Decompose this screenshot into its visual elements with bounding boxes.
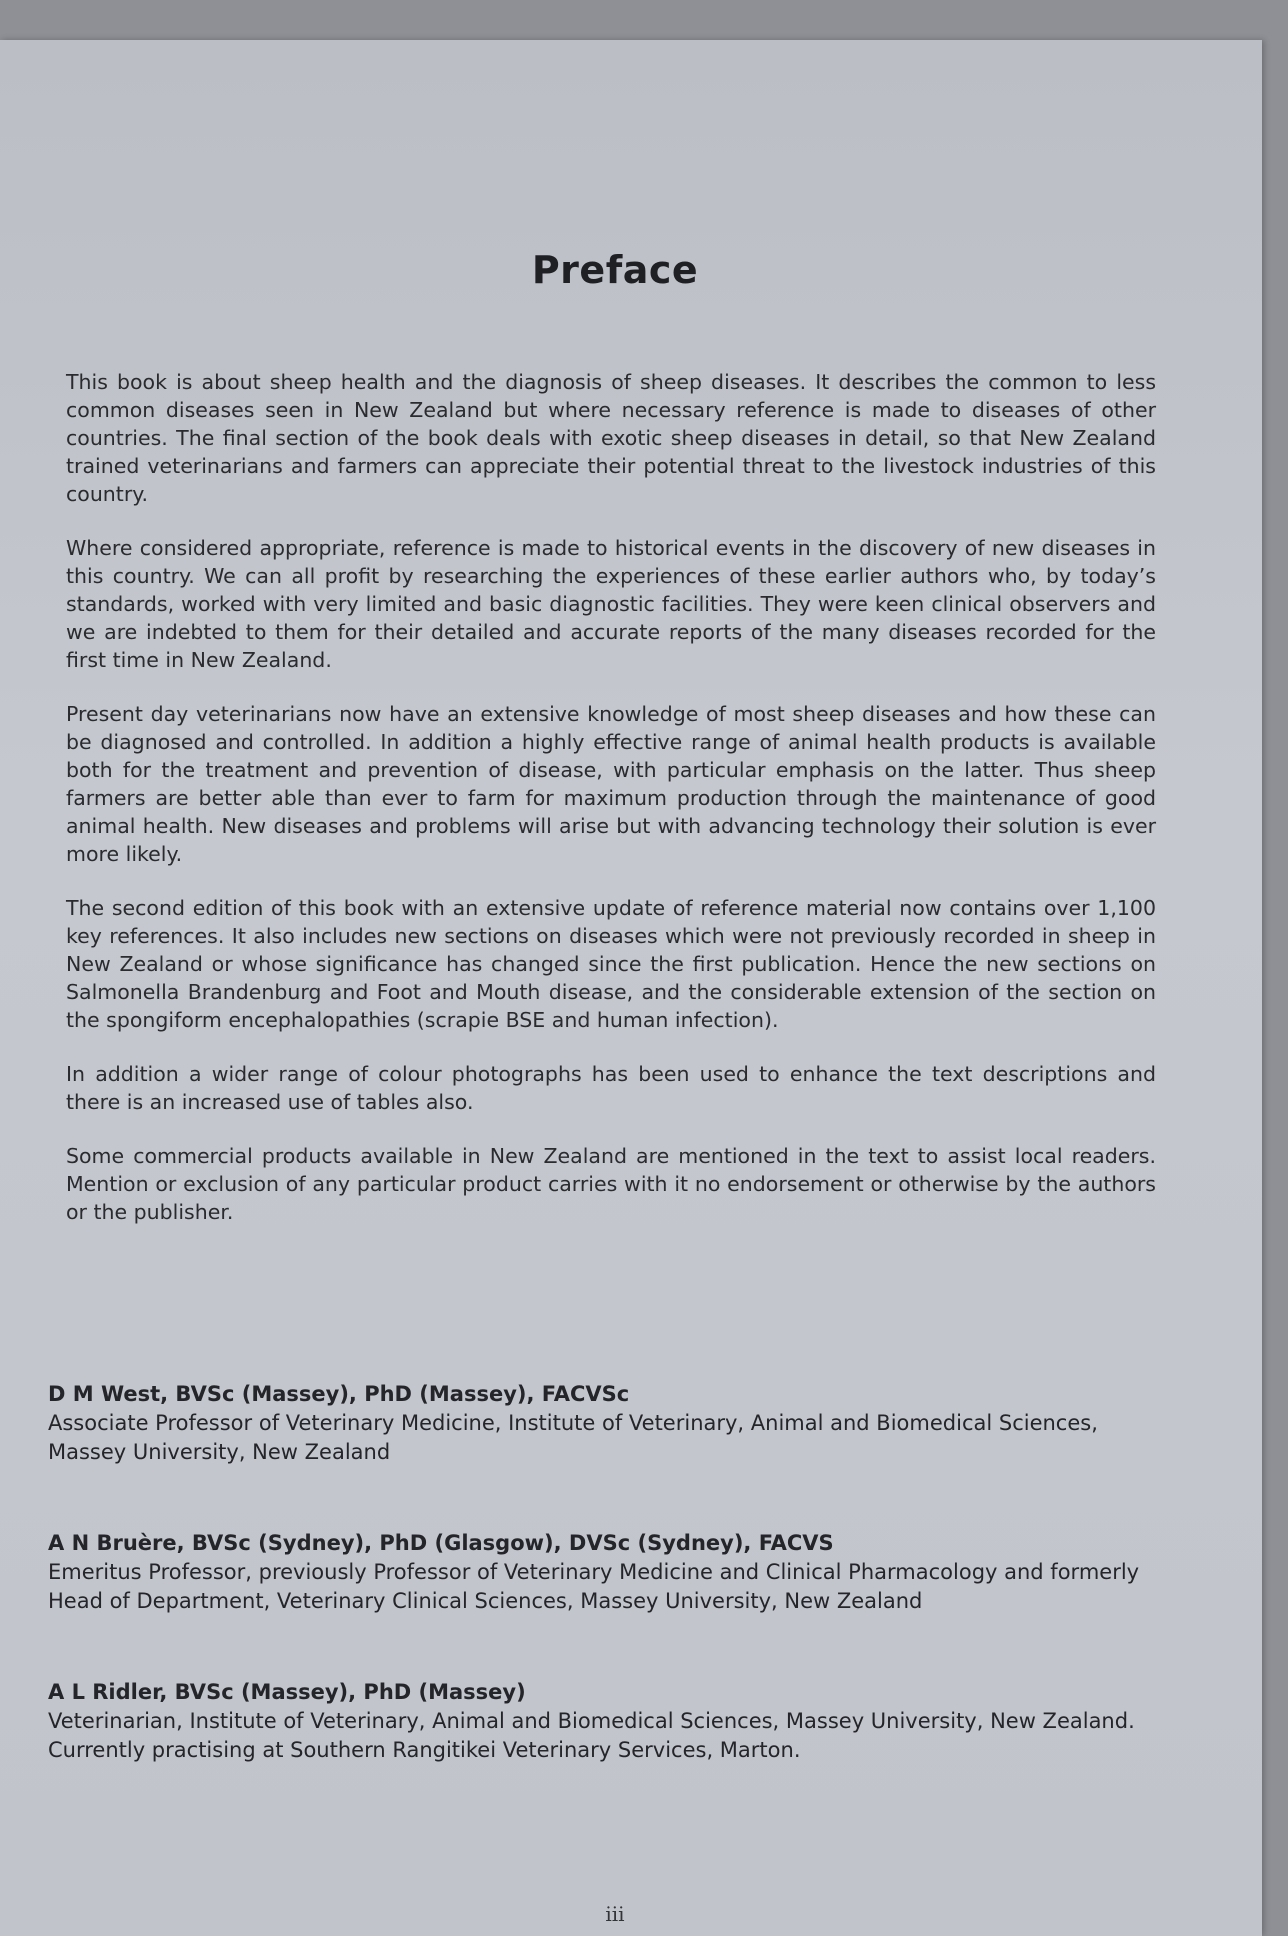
paragraph-3: Present day veterinarians now have an extensive knowledge of most sheep diseases and how these can be diagnosed and controlled. In addition a highly effective range of animal health products is available both for the treatment and prevention of disease, with particular emphasis on the latter. Thus sheep farmers are better able than ever to farm for maximum production through the maintenance of good animal health. New diseases and problems will arise but with advancing technology their solution is ever more likely. [66, 702, 1156, 866]
author-name: D M West, BVSc (Massey), PhD (Massey), FACVSc [48, 1382, 630, 1406]
paragraph-5: In addition a wider range of colour photographs has been used to enhance the text descriptions and there is an increased use of tables also. [66, 1062, 1156, 1114]
page-title: Preface [531, 248, 699, 292]
paragraph-6: Some commercial products available in New Zealand are mentioned in the text to assist local readers. Mention or exclusion of any particular product carries with it no endorsement or otherwise by the authors or the publisher. [66, 1144, 1156, 1224]
author-entry [48, 1678, 1178, 1765]
author-entry [48, 1529, 1178, 1616]
paragraph-4: The second edition of this book with an extensive update of reference material now contains over 1,100 key references. It also includes new sections on diseases which were not previously recorded in sheep in New Zealand or whose significance has changed since the first publication. Hence the new sections on Salmonella Brandenburg and Foot and Mouth disease, and the considerable extension of the section on the spongiform encephalopathies (scrapie BSE and human infection). [66, 896, 1156, 1032]
author-list [48, 1380, 1178, 1827]
book-page [0, 40, 1262, 1936]
page-number: iii [605, 1902, 625, 1926]
preface-body [66, 368, 1156, 1252]
paragraph-1: This book is about sheep health and the diagnosis of sheep diseases. It describes the common to less common diseases seen in New Zealand but where necessary reference is made to diseases of other countries. The final section of the book deals with exotic sheep diseases in detail, so that New Zealand trained veterinarians and farmers can appreciate their potential threat to the livestock industries of this country. [66, 370, 1156, 506]
author-description: Associate Professor of Veterinary Medicine, Institute of Veterinary, Animal and Biomedical Sciences, Massey University, New Zealand [48, 1411, 1098, 1464]
author-name: A L Ridler, BVSc (Massey), PhD (Massey) [48, 1680, 526, 1704]
author-entry [48, 1380, 1178, 1467]
author-description: Emeritus Professor, previously Professor of Veterinary Medicine and Clinical Pharmacology and formerly Head of Department, Veterinary Clinical Sciences, Massey University, New Zealand [48, 1560, 1140, 1613]
author-description: Veterinarian, Institute of Veterinary, Animal and Biomedical Sciences, Massey University, New Zealand. Currently practising at Southern Rangitikei Veterinary Services, Marton. [48, 1709, 1135, 1762]
author-name: A N Bruère, BVSc (Sydney), PhD (Glasgow), DVSc (Sydney), FACVS [48, 1531, 834, 1555]
paragraph-2: Where considered appropriate, reference is made to historical events in the discovery of new diseases in this country. We can all profit by researching the experiences of these earlier authors who, by today’s standards, worked with very limited and basic diagnostic facilities. They were keen clinical observers and we are indebted to them for their detailed and accurate reports of the many diseases recorded for the first time in New Zealand. [66, 536, 1156, 672]
